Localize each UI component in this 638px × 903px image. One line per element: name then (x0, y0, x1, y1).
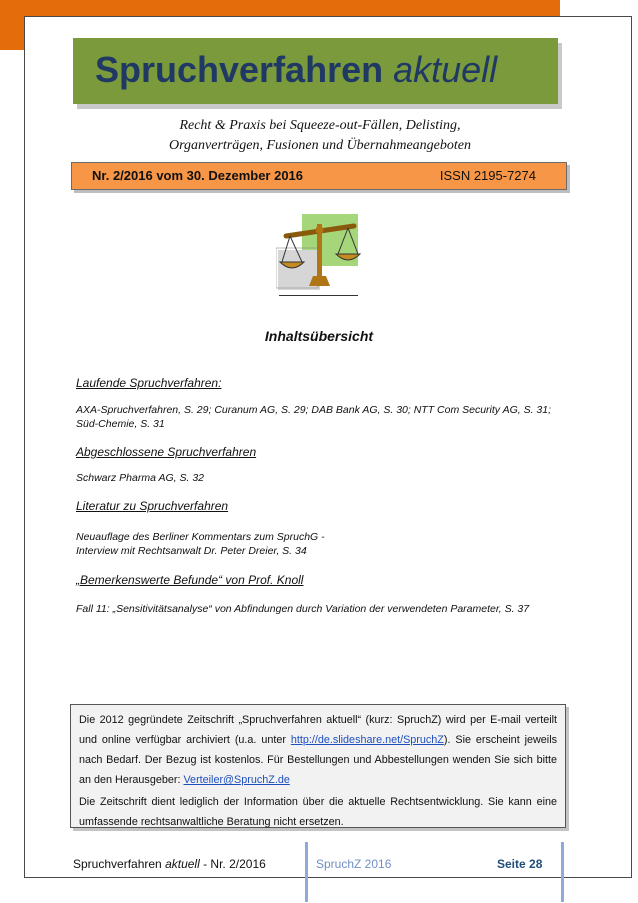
toc-heading-laufende: Laufende Spruchverfahren: (76, 376, 222, 390)
toc-entry: Fall 11: „Sensitivitätsanalyse“ von Abfindungen durch Variation der verwendeten Parameter, S. 37 (76, 603, 530, 615)
slideshare-link[interactable]: http://de.slideshare.net/SpruchZ (290, 734, 444, 746)
toc-heading-literatur: Literatur zu Spruchverfahren (76, 499, 229, 513)
toc-entry: Süd-Chemie, S. 31 (76, 418, 165, 430)
logo-divider (279, 295, 358, 296)
footer-journal (73, 857, 266, 871)
toc-entry: AXA-Spruchverfahren, S. 29; Curanum AG, S. 29; DAB Bank AG, S. 30; NTT Com Security AG, S. 31; (76, 404, 552, 416)
issn: ISSN 2195-7274 (439, 168, 536, 183)
scales-of-justice-icon (276, 214, 362, 294)
footer-journal-italic: aktuell (165, 857, 200, 871)
journal-title (95, 48, 497, 92)
info-text: Die 2012 gegründete Zeitschrift „Spruchverfahren aktuell“ (kurz: SpruchZ) wird per E-mail verteilt und online verfügbar archiviert (u.a. unter (79, 714, 557, 746)
info-paragraph-2: Die Zeitschrift dient lediglich der Information über die aktuelle Rechtsentwicklung. Sie kann eine umfassende rechtsanwaltliche Beratung nicht ersetzen. (79, 796, 557, 828)
title-banner (73, 38, 558, 104)
footer-journal-name: Spruchverfahren (73, 857, 162, 871)
subtitle-line-1: Recht & Praxis bei Squeeze-out-Fällen, Delisting, (179, 118, 461, 133)
toc-heading-abgeschlossene: Abgeschlossene Spruchverfahren (76, 445, 257, 459)
toc-entry: Neuauflage des Berliner Kommentars zum SpruchG - (76, 531, 325, 543)
info-text: ). Sie erscheint jeweils nach Bedarf. Der Bezug ist kostenlos. Für Bestellungen und Abbestellungen wenden Sie sich bitte an den Herausgeber: (79, 734, 557, 786)
toc-entry: Interview mit Rechtsanwalt Dr. Peter Dreier, S. 34 (76, 545, 307, 557)
footer-page-number: Seite 28 (497, 857, 543, 871)
journal-title-italic: aktuell (393, 49, 498, 90)
footer-divider (305, 842, 308, 902)
toc-title: Inhaltsübersicht (264, 328, 374, 344)
footer-publisher: SpruchZ 2016 (316, 857, 392, 871)
journal-subtitle (60, 116, 580, 156)
footer-issue: - Nr. 2/2016 (203, 857, 266, 871)
subtitle-line-2: Organverträgen, Fusionen und Übernahmeangeboten (169, 138, 471, 153)
journal-title-bold: Spruchverfahren (95, 49, 384, 90)
info-paragraph-1 (79, 710, 557, 790)
toc-heading-befunde: „Bemerkenswerte Befunde“ von Prof. Knoll (76, 573, 304, 587)
footer-divider (561, 842, 564, 902)
issue-bar (71, 162, 567, 190)
email-link[interactable]: Verteiler@SpruchZ.de (183, 774, 290, 786)
issue-number: Nr. 2/2016 vom 30. Dezember 2016 (92, 168, 304, 183)
toc-entry: Schwarz Pharma AG, S. 32 (76, 472, 204, 484)
info-box (70, 704, 566, 828)
